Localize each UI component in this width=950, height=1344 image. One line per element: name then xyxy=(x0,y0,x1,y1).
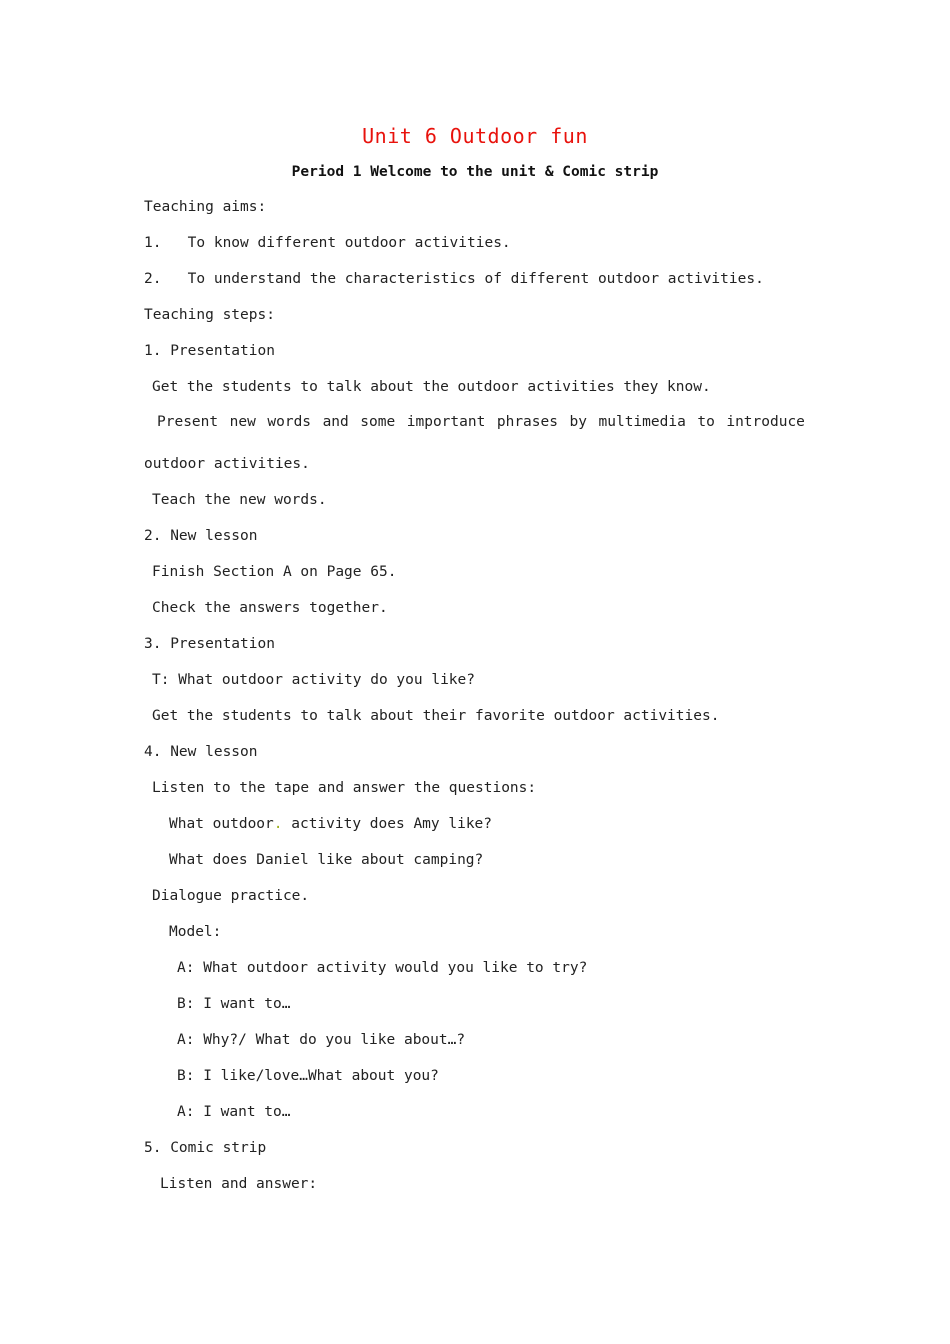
word: important xyxy=(406,414,486,430)
aim-item-1: 1. To know different outdoor activities. xyxy=(144,235,511,251)
step3-line2: Get the students to talk about their favorite outdoor activities. xyxy=(152,708,720,724)
steps-heading: Teaching steps: xyxy=(144,307,275,323)
step1-line3: Teach the new words. xyxy=(152,492,327,508)
step4-heading: 4. New lesson xyxy=(144,744,258,760)
dialogue-line-1: A: What outdoor activity would you like to try? xyxy=(177,960,588,976)
step4-question2: What does Daniel like about camping? xyxy=(169,852,484,868)
word: multimedia xyxy=(598,414,686,430)
step4-question1 xyxy=(169,815,492,833)
document-subtitle: Period 1 Welcome to the unit & Comic strip xyxy=(291,164,659,180)
step2-line2: Check the answers together. xyxy=(152,600,388,616)
dialogue-line-5: A: I want to… xyxy=(177,1104,291,1120)
aim-item-2: 2. To understand the characteristics of different outdoor activities. xyxy=(144,271,764,287)
word: phrases xyxy=(496,414,558,430)
aims-heading: Teaching aims: xyxy=(144,199,267,215)
step3-line1: T: What outdoor activity do you like? xyxy=(152,672,476,688)
step2-heading: 2. New lesson xyxy=(144,528,258,544)
step4-line2: Dialogue practice. xyxy=(152,888,310,904)
step3-heading: 3. Presentation xyxy=(144,636,275,652)
word: and xyxy=(322,414,349,430)
step5-line1: Listen and answer: xyxy=(160,1176,318,1192)
dialogue-line-3: A: Why?/ What do you like about…? xyxy=(177,1032,466,1048)
step1-line2-continued: outdoor activities. xyxy=(144,456,310,472)
word: some xyxy=(360,414,396,430)
question1-part1: What outdoor xyxy=(169,816,274,832)
word: Present xyxy=(157,414,219,430)
word: introduce xyxy=(726,414,805,430)
model-label: Model: xyxy=(169,924,222,940)
step1-line2 xyxy=(157,413,805,431)
word: by xyxy=(569,414,587,430)
step4-line1: Listen to the tape and answer the questions: xyxy=(152,780,537,796)
step5-heading: 5. Comic strip xyxy=(144,1140,267,1156)
step1-heading: 1. Presentation xyxy=(144,343,275,359)
dialogue-line-2: B: I want to… xyxy=(177,996,291,1012)
document-title: Unit 6 Outdoor fun xyxy=(362,124,588,148)
stray-dot-mark: . xyxy=(273,816,283,832)
step1-line1: Get the students to talk about the outdoor activities they know. xyxy=(152,379,711,395)
dialogue-line-4: B: I like/love…What about you? xyxy=(177,1068,439,1084)
question1-part2: activity does Amy like? xyxy=(282,816,493,832)
word: words xyxy=(267,414,312,430)
word: to xyxy=(697,414,715,430)
step2-line1: Finish Section A on Page 65. xyxy=(152,564,397,580)
word: new xyxy=(229,414,256,430)
